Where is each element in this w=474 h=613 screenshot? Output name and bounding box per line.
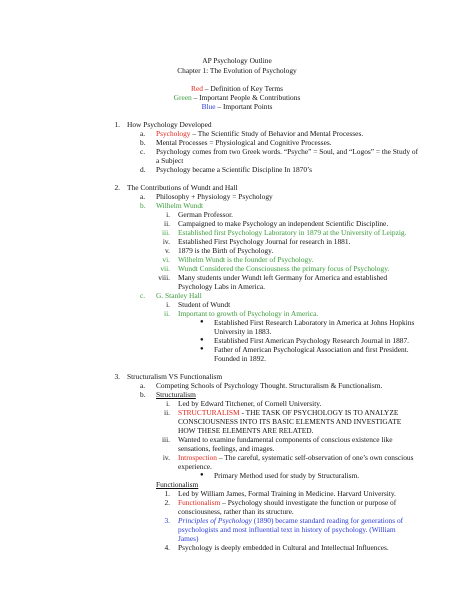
section-2-title: The Contributions of Wundt and Hall bbox=[127, 183, 238, 192]
fn-3-text-1: (1890) became standard reading for generations of bbox=[251, 516, 404, 525]
s2-b-ii-marker: ii. bbox=[164, 219, 170, 228]
s1-c-text-1: Psychology comes from two Greek words. “Psyche” = Soul, and “Logos” = the Study of bbox=[156, 147, 419, 156]
legend-red-text: – Definition of Key Terms bbox=[202, 84, 283, 93]
fn-3-marker: 3. bbox=[164, 516, 170, 525]
s2-b-v-text: 1879 is the Birth of Psychology. bbox=[178, 246, 274, 255]
s2-c-ii-text: Important to growth of Psychology in America. bbox=[178, 309, 319, 318]
s2-c-bullet-1-text-2: University in 1883. bbox=[214, 327, 272, 336]
s2-a-text: Philosophy + Physiology = Psychology bbox=[156, 192, 273, 201]
fn-3-text-3: James) bbox=[178, 534, 199, 543]
s2-b-viii-text-2: Psychology Labs in America. bbox=[178, 282, 266, 291]
legend-blue-word: Blue bbox=[201, 102, 216, 111]
st-2-text-3: HOW THESE ELEMENTS ARE RELATED. bbox=[178, 426, 314, 435]
s1-b-text: Mental Processes = Physiological and Cognitive Processes. bbox=[156, 138, 332, 147]
s2-b-i-marker: i. bbox=[166, 210, 170, 219]
person-g-stanley-hall: G. Stanley Hall bbox=[156, 291, 202, 300]
s1-a-marker: a. bbox=[140, 129, 146, 138]
s2-b-iii-marker: iii. bbox=[161, 228, 170, 237]
s2-c-i-text: Student of Wundt bbox=[178, 300, 231, 309]
st-2-text-1: - THE TASK OF PSYCHOLOGY IS TO ANALYZE bbox=[239, 408, 399, 417]
st-2-marker: ii. bbox=[164, 408, 170, 417]
key-term-psychology: Psychology bbox=[156, 129, 191, 138]
legend-green-word: Green bbox=[173, 93, 192, 102]
s1-c-marker: c. bbox=[140, 147, 146, 156]
section-1-title: How Psychology Developed bbox=[127, 120, 212, 129]
s1-d-marker: d. bbox=[140, 165, 146, 174]
st-2-line-1 bbox=[178, 408, 398, 417]
st-4-line-1 bbox=[178, 453, 413, 462]
s1-b-marker: b. bbox=[140, 138, 146, 147]
section-2-number: 2. bbox=[114, 183, 120, 192]
fn-1-text: Led by William James, Formal Training in Medicine. Harvard University. bbox=[178, 489, 396, 498]
fn-1-marker: 1. bbox=[164, 489, 170, 498]
bullet-icon: ● bbox=[200, 472, 204, 478]
s2-b-ii-text: Campaigned to make Psychology an independent Scientific Discipline. bbox=[178, 219, 389, 228]
s2-c-i-marker: i. bbox=[166, 300, 170, 309]
s2-b-marker: b. bbox=[140, 201, 146, 210]
s2-c-bullet-1-text-1: Established First Research Laboratory in America at Johns Hopkins bbox=[214, 318, 415, 327]
bullet-icon: ● bbox=[200, 346, 204, 352]
s2-b-vi-marker: vi. bbox=[162, 255, 170, 264]
s2-c-marker: c. bbox=[140, 291, 146, 300]
legend-red bbox=[0, 84, 474, 93]
legend-green-text: – Important People & Contributions bbox=[191, 93, 301, 102]
fn-4-marker: 4. bbox=[164, 543, 170, 552]
section-1-number: 1. bbox=[114, 120, 120, 129]
st-2-text-2: CONSCIOUSNESS INTO ITS BASIC ELEMENTS AND INVESTIGATE bbox=[178, 417, 402, 426]
s1-a-text: – The Scientific Study of Behavior and Mental Processes. bbox=[190, 129, 364, 138]
s3-b-marker: b. bbox=[140, 390, 146, 399]
heading-structuralism: Structuralism bbox=[156, 390, 196, 399]
key-term-functionalism: Functionalism bbox=[178, 498, 221, 507]
fn-2-line-1 bbox=[178, 498, 396, 507]
s2-b-viii-marker: viii. bbox=[158, 273, 170, 282]
key-term-introspection: Introspection bbox=[178, 453, 217, 462]
person-wilhelm-wundt: Wilhelm Wundt bbox=[156, 201, 204, 210]
s1-c-text-2: a Subject bbox=[156, 156, 184, 165]
s2-a-marker: a. bbox=[140, 192, 146, 201]
s2-c-bullet-3-text-2: Founded in 1892. bbox=[214, 354, 266, 363]
st-bullet-text: Primary Method used for study by Structuralism. bbox=[214, 471, 360, 480]
st-1-text: Led by Edward Titchener, of Cornell University. bbox=[178, 399, 322, 408]
st-3-marker: iii. bbox=[161, 435, 170, 444]
s1-d-text: Psychology became a Scientific Discipline In 1870’s bbox=[156, 165, 312, 174]
s2-b-vii-marker: vii. bbox=[160, 264, 170, 273]
fn-2-text-1: – Psychology should investigate the function or purpose of bbox=[220, 498, 397, 507]
st-1-marker: i. bbox=[166, 399, 170, 408]
fn-4-text: Psychology is deeply embedded in Cultural and Intellectual Influences. bbox=[178, 543, 389, 552]
s2-b-iii-text: Established first Psychology Laboratory in 1879 at the University of Leipzig. bbox=[178, 228, 407, 237]
book-title-principles: Principles of Psychology bbox=[178, 516, 252, 525]
legend-blue bbox=[0, 102, 474, 111]
legend-green bbox=[0, 93, 474, 102]
bullet-icon: ● bbox=[200, 319, 204, 325]
st-4-text-1: – The careful, systematic self-observation of one’s own conscious bbox=[217, 453, 414, 462]
s2-b-vi-text: Wilhelm Wundt is the founder of Psychology. bbox=[178, 255, 314, 264]
st-4-marker: iv. bbox=[162, 453, 170, 462]
heading-functionalism: Functionalism bbox=[156, 480, 199, 489]
s2-b-iv-marker: iv. bbox=[162, 237, 170, 246]
st-3-text-2: sensations, feelings, and images. bbox=[178, 444, 275, 453]
fn-3-text-2: psychologists and most influential text in history of psychology. (William bbox=[178, 525, 396, 534]
s2-b-iv-text: Established First Psychology Journal for research in 1881. bbox=[178, 237, 351, 246]
s2-b-v-marker: v. bbox=[164, 246, 170, 255]
s2-c-bullet-2-text: Established First American Psychology Research Journal in 1887. bbox=[214, 336, 409, 345]
key-term-structuralism: STRUCTURALISM bbox=[178, 408, 240, 417]
section-3-title: Structuralism VS Functionalism bbox=[127, 372, 223, 381]
fn-2-text-2: consciousness, rather than its structure. bbox=[178, 507, 294, 516]
document-title: AP Psychology Outline bbox=[202, 56, 272, 65]
s3-a-marker: a. bbox=[140, 381, 146, 390]
s2-c-bullet-3-text-1: Father of American Psychological Association and first President. bbox=[214, 345, 409, 354]
s2-b-i-text: German Professor. bbox=[178, 210, 234, 219]
s2-b-vii-text: Wundt Considered the Consciousness the primary focus of Psychology. bbox=[178, 264, 390, 273]
fn-2-marker: 2. bbox=[164, 498, 170, 507]
section-3-number: 3. bbox=[114, 372, 120, 381]
bullet-icon: ● bbox=[200, 337, 204, 343]
s2-b-viii-text-1: Many students under Wundt left Germany for America and established bbox=[178, 273, 388, 282]
st-3-text-1: Wanted to examine fundamental components of conscious existence like bbox=[178, 435, 393, 444]
s2-c-ii-marker: ii. bbox=[164, 309, 170, 318]
fn-3-line-1 bbox=[178, 516, 403, 525]
legend-blue-text: – Important Points bbox=[215, 102, 273, 111]
legend-red-word: Red bbox=[191, 84, 203, 93]
s3-a-text: Competing Schools of Psychology Thought. Structuralism & Functionalism. bbox=[156, 381, 383, 390]
chapter-title: Chapter 1: The Evolution of Psychology bbox=[177, 66, 297, 75]
s1-a-item bbox=[156, 129, 363, 138]
st-4-text-2: experience. bbox=[178, 462, 212, 471]
